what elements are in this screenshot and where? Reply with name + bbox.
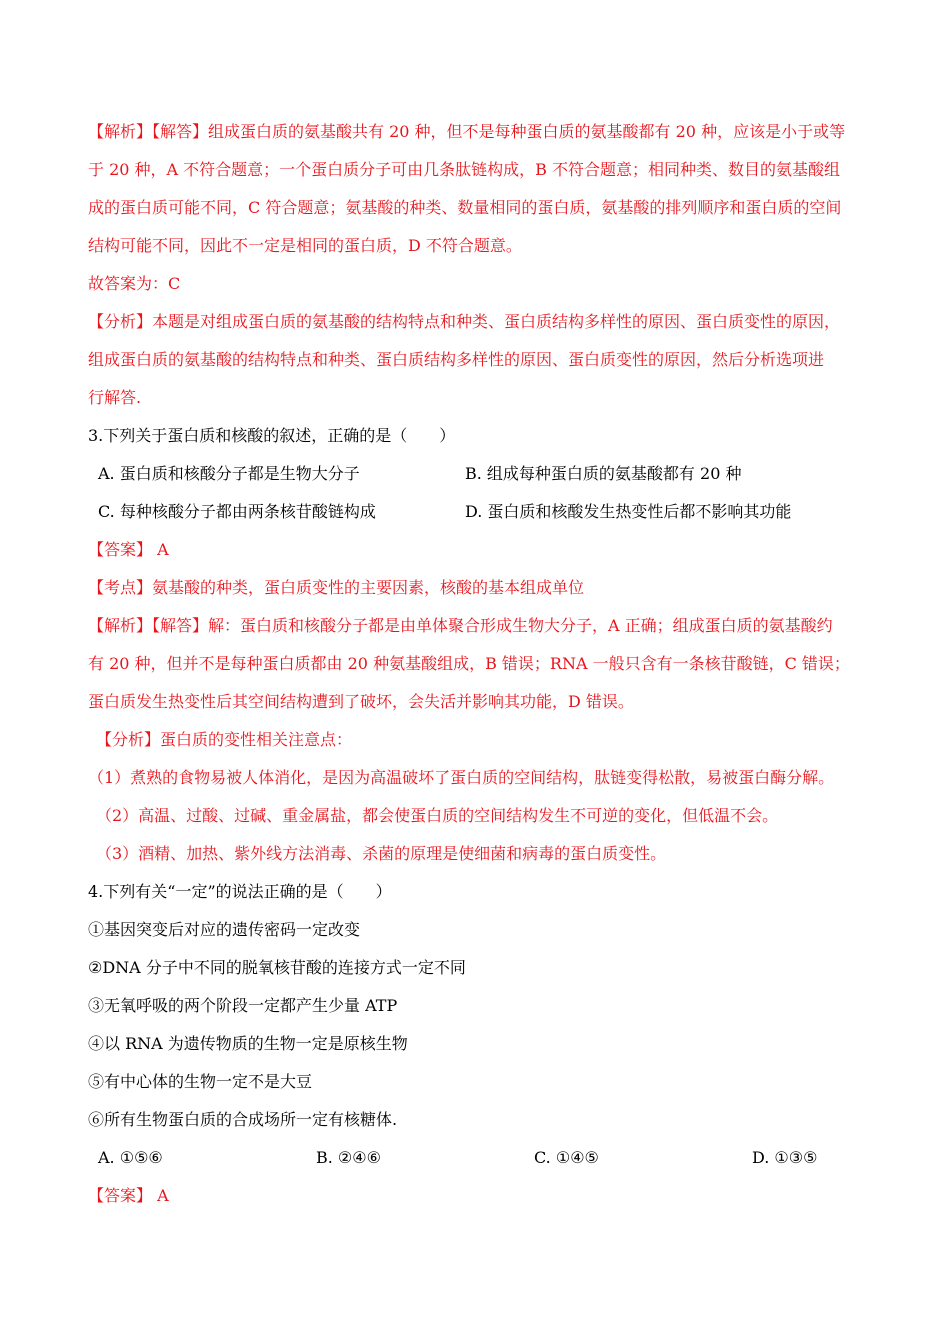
q4-option-d: D. ①③⑤	[752, 1148, 818, 1167]
q4-option-b: B. ②④⑥	[316, 1148, 381, 1167]
q3-option-a: A. 蛋白质和核酸分子都是生物大分子	[98, 464, 360, 483]
q4-statement-2: ②DNA 分子中不同的脱氧核苷酸的连接方式一定不同	[88, 958, 466, 977]
q2-jiexi-line-3: 成的蛋白质可能不同，C 符合题意；氨基酸的种类、数量相同的蛋白质，氨基酸的排列顺序和蛋白质的空间	[88, 198, 842, 217]
q4-statement-3: ③无氧呼吸的两个阶段一定都产生少量 ATP	[88, 996, 398, 1015]
q4-statement-6: ⑥所有生物蛋白质的合成场所一定有核糖体.	[88, 1110, 398, 1129]
q3-fenxi-point-3: （3）酒精、加热、紫外线方法消毒、杀菌的原理是使细菌和病毒的蛋白质变性。	[96, 844, 667, 863]
q3-fenxi-point-2: （2）高温、过酸、过碱、重金属盐，都会使蛋白质的空间结构发生不可逆的变化，但低温不会。	[96, 806, 779, 825]
q4-option-c: C. ①④⑤	[534, 1148, 599, 1167]
q3-jiexi-line-1: 【解析】【解答】解：蛋白质和核酸分子都是由单体聚合形成生物大分子，A 正确；组成蛋白质的氨基酸约	[88, 616, 833, 635]
q4-option-a: A. ①⑤⑥	[98, 1148, 163, 1167]
q2-jiexi-line-2: 于 20 种，A 不符合题意；一个蛋白质分子可由几条肽链构成，B 不符合题意；相同种类、数目的氨基酸组	[88, 160, 841, 179]
q2-jiexi-line-1: 【解析】【解答】组成蛋白质的氨基酸共有 20 种，但不是每种蛋白质的氨基酸都有 20 种，应该是小于或等	[88, 122, 846, 141]
q4-statement-5: ⑤有中心体的生物一定不是大豆	[88, 1072, 313, 1091]
q4-statement-1: ①基因突变后对应的遗传密码一定改变	[88, 920, 361, 939]
q2-jiexi-line-4: 结构可能不同，因此不一定是相同的蛋白质，D 不符合题意。	[88, 236, 522, 255]
q3-option-c: C. 每种核酸分子都由两条核苷酸链构成	[98, 502, 376, 521]
q4-answer: 【答案】 A	[88, 1186, 169, 1205]
q3-kaodian: 【考点】氨基酸的种类，蛋白质变性的主要因素，核酸的基本组成单位	[88, 578, 585, 597]
q2-fenxi-line-2: 组成蛋白质的氨基酸的结构特点和种类、蛋白质结构多样性的原因、蛋白质变性的原因，然后分析选项进	[88, 350, 825, 369]
q3-fenxi-title: 【分析】蛋白质的变性相关注意点：	[96, 730, 353, 749]
q4-stem: 4.下列有关“一定”的说法正确的是（ ）	[88, 882, 392, 901]
q3-answer: 【答案】 A	[88, 540, 169, 559]
q3-stem: 3.下列关于蛋白质和核酸的叙述，正确的是（ ）	[88, 426, 456, 445]
q3-jiexi-line-2: 有 20 种，但并不是每种蛋白质都由 20 种氨基酸组成，B 错误；RNA 一般只含有一条核苷酸链，C 错误；	[88, 654, 850, 673]
q2-fenxi-line-1: 【分析】本题是对组成蛋白质的氨基酸的结构特点和种类、蛋白质结构多样性的原因、蛋白质变性的原因，	[88, 312, 841, 331]
q3-option-b: B. 组成每种蛋白质的氨基酸都有 20 种	[465, 464, 742, 483]
q3-fenxi-point-1: （1）煮熟的食物易被人体消化，是因为高温破坏了蛋白质的空间结构，肽链变得松散，易被蛋白酶分解。	[88, 768, 835, 787]
q2-fenxi-line-3: 行解答.	[88, 388, 142, 407]
q4-statement-4: ④以 RNA 为遗传物质的生物一定是原核生物	[88, 1034, 408, 1053]
q3-jiexi-line-3: 蛋白质发生热变性后其空间结构遭到了破坏，会失活并影响其功能，D 错误。	[88, 692, 634, 711]
q3-option-d: D. 蛋白质和核酸发生热变性后都不影响其功能	[465, 502, 792, 521]
q2-answer-line: 故答案为：C	[88, 274, 181, 293]
